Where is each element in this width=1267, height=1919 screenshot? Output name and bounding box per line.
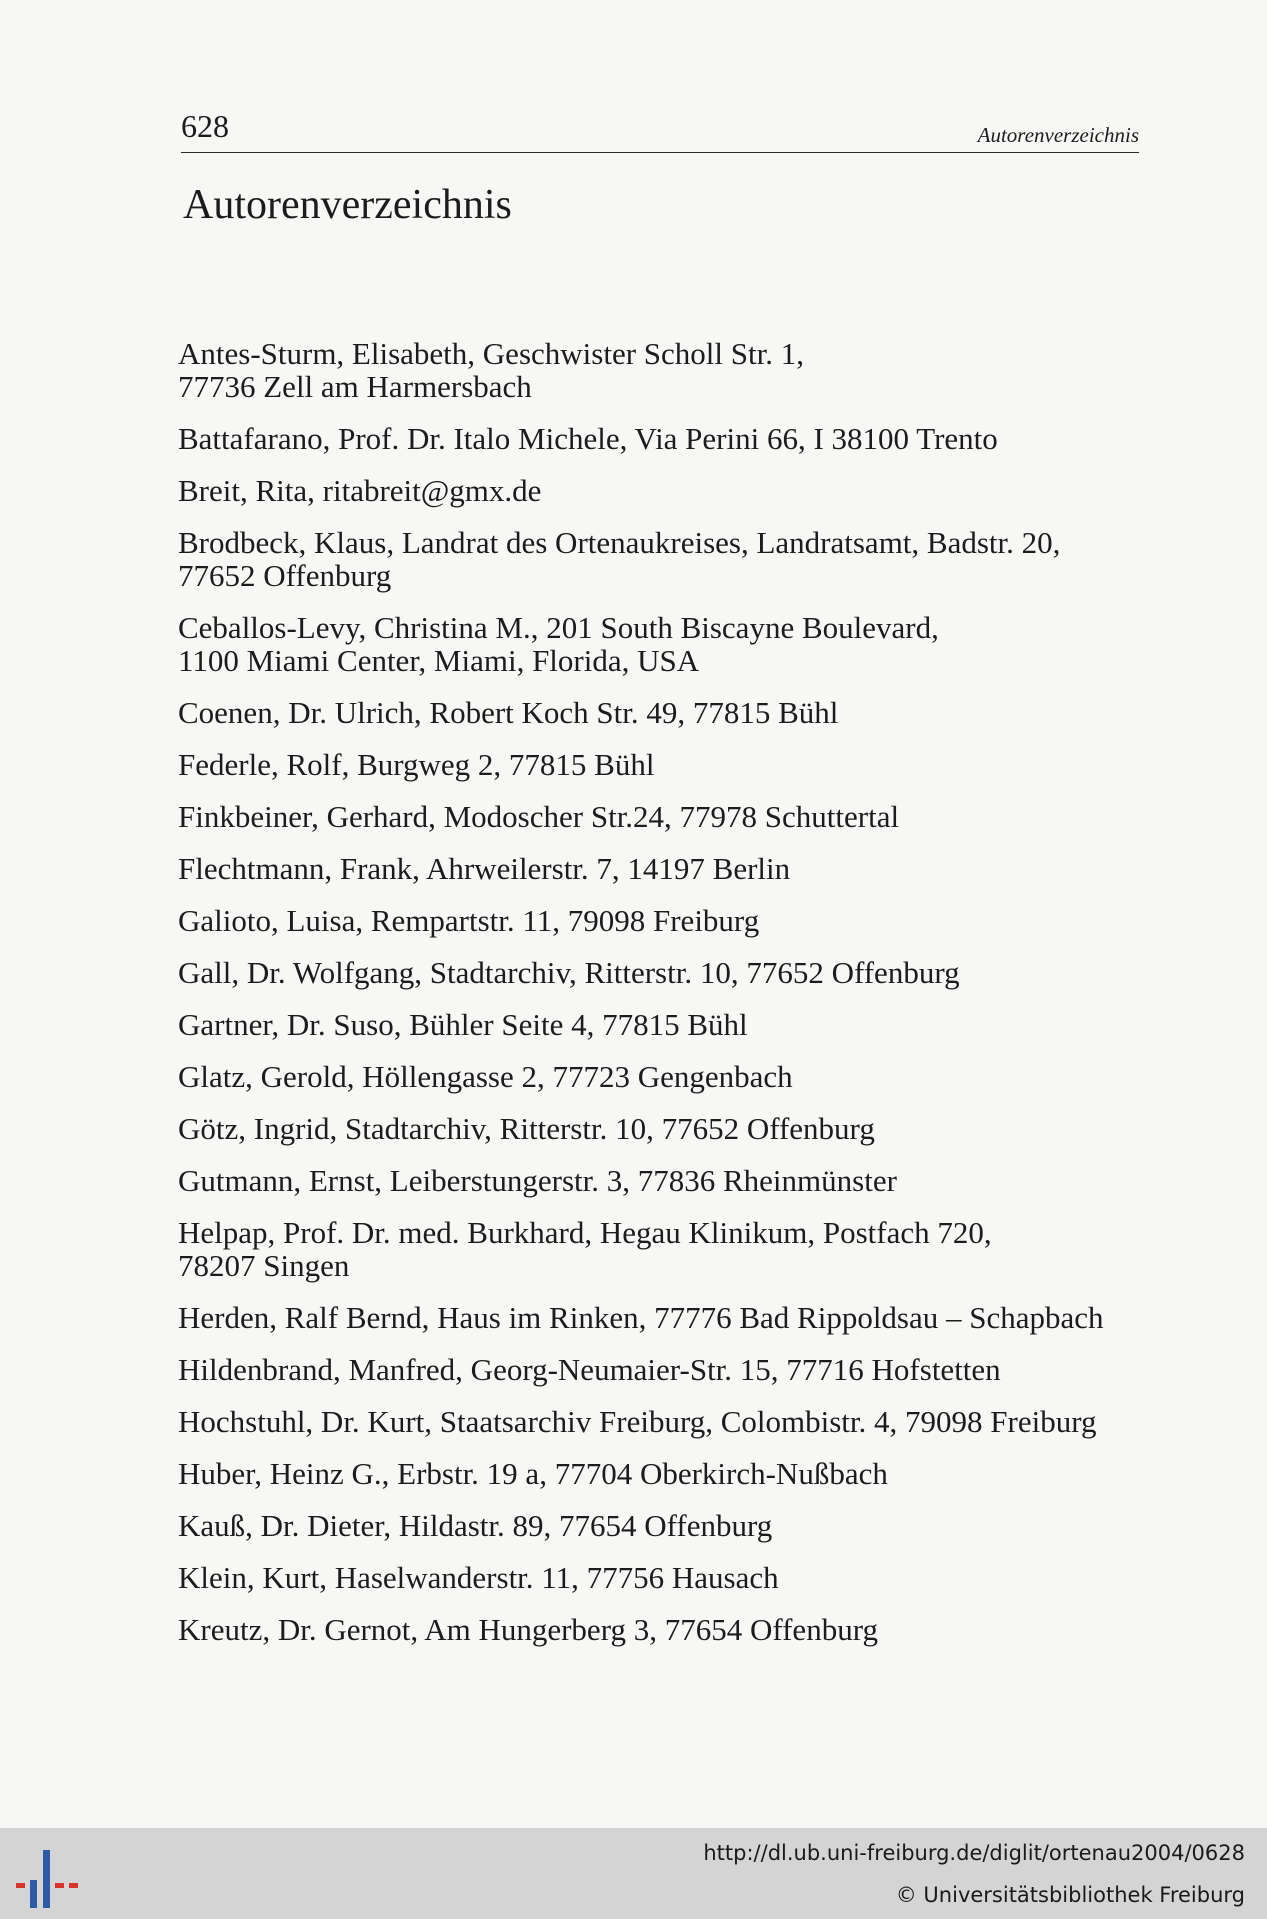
author-entry: Helpap, Prof. Dr. med. Burkhard, Hegau Klinikum, Postfach 720, 78207 Singen (178, 1215, 992, 1283)
running-title: Autorenverzeichnis (977, 123, 1139, 147)
author-entry: Battafarano, Prof. Dr. Italo Michele, Via Perini 66, I 38100 Trento (178, 421, 998, 456)
author-entry: Gall, Dr. Wolfgang, Stadtarchiv, Ritterstr. 10, 77652 Offenburg (178, 955, 960, 990)
author-entry: Ceballos-Levy, Christina M., 201 South Biscayne Boulevard, 1100 Miami Center, Miami, Florida, USA (178, 610, 939, 678)
author-entry: Hochstuhl, Dr. Kurt, Staatsarchiv Freiburg, Colombistr. 4, 79098 Freiburg (178, 1404, 1097, 1439)
author-entry: Breit, Rita, ritabreit@gmx.de (178, 473, 542, 508)
author-entry: Götz, Ingrid, Stadtarchiv, Ritterstr. 10, 77652 Offenburg (178, 1111, 875, 1146)
author-entry: Gartner, Dr. Suso, Bühler Seite 4, 77815 Bühl (178, 1007, 748, 1042)
author-entry: Hildenbrand, Manfred, Georg-Neumaier-Str. 15, 77716 Hofstetten (178, 1352, 1001, 1387)
author-entry: Coenen, Dr. Ulrich, Robert Koch Str. 49, 77815 Bühl (178, 695, 839, 730)
author-entry: Antes-Sturm, Elisabeth, Geschwister Scholl Str. 1, 77736 Zell am Harmersbach (178, 336, 804, 404)
author-entry: Galioto, Luisa, Rempartstr. 11, 79098 Freiburg (178, 903, 760, 938)
author-entry: Gutmann, Ernst, Leiberstungerstr. 3, 77836 Rheinmünster (178, 1163, 897, 1198)
author-entry: Huber, Heinz G., Erbstr. 19 a, 77704 Oberkirch-Nußbach (178, 1456, 888, 1491)
author-entry: Flechtmann, Frank, Ahrweilerstr. 7, 14197 Berlin (178, 851, 791, 886)
author-entry: Kreutz, Dr. Gernot, Am Hungerberg 3, 77654 Offenburg (178, 1612, 878, 1647)
page-number: 628 (181, 108, 229, 144)
author-entry: Glatz, Gerold, Höllengasse 2, 77723 Gengenbach (178, 1059, 793, 1094)
permalink-url[interactable]: http://dl.ub.uni-freiburg.de/diglit/ortenau2004/0628 (703, 1841, 1245, 1865)
running-header (181, 108, 1139, 153)
section-title: Autorenverzeichnis (183, 182, 512, 228)
copyright-notice: © Universitätsbibliothek Freiburg (895, 1883, 1245, 1907)
ub-freiburg-logo-icon (14, 1850, 80, 1910)
author-entry: Brodbeck, Klaus, Landrat des Ortenaukreises, Landratsamt, Badstr. 20, 77652 Offenburg (178, 525, 1061, 593)
author-entry: Federle, Rolf, Burgweg 2, 77815 Bühl (178, 747, 655, 782)
footer-bar (0, 1828, 1267, 1919)
author-entry: Herden, Ralf Bernd, Haus im Rinken, 77776 Bad Rippoldsau – Schapbach (178, 1300, 1104, 1335)
author-entry: Kauß, Dr. Dieter, Hildastr. 89, 77654 Offenburg (178, 1508, 773, 1543)
author-entry: Klein, Kurt, Haselwanderstr. 11, 77756 Hausach (178, 1560, 779, 1595)
author-list (178, 337, 1158, 1665)
author-entry: Finkbeiner, Gerhard, Modoscher Str.24, 77978 Schuttertal (178, 799, 900, 834)
